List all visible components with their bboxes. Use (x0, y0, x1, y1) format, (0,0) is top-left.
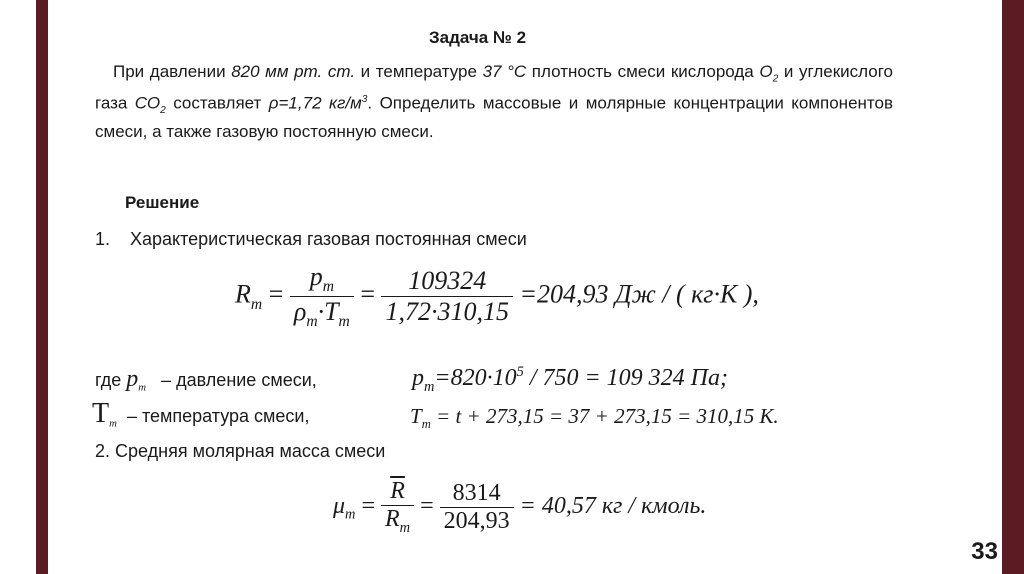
formula-gas-constant: $R_m$ = $\frac{p_m}{\rho_m\cdot T_m}$ = $\frac{109324}{1,72\cdot 310,15}$ =204,93 Дж / ( кг·К ), (235, 262, 759, 331)
formula-temperature: $T_m = t + 273,15 = 37 + 273,15 = 310,15$ К. (410, 404, 779, 432)
left-accent-bar (36, 0, 48, 574)
page-number: 33 (971, 538, 998, 565)
step-2: 2. Средняя молярная масса смеси (95, 441, 386, 461)
formula-molar-mass: $\mu_m$ = $\frac{\overline{R}}{R_m}$ = $\frac{8314}{204,93}$ = 40,57 кг / кмоль. (333, 478, 707, 536)
formula-pressure: $p_m=820\cdot 10^5 / 750 = 109$ 324 Па; (412, 364, 728, 395)
problem-statement: При давлении 820 мм рт. ст. и температуре 37 °С плотность смеси кислорода $О_2$ и углекислого газа $СО_2$ составляет ρ=1,72 $кг/м^3$. Определить массовые и молярные концентрации компонентов смеси, а также газовую постоянную смеси. (95, 62, 893, 142)
solution-heading: Решение (125, 193, 200, 212)
problem-title: Задача № 2 (429, 28, 527, 47)
where-temperature: $T_m$ – температура смеси, (92, 398, 310, 430)
where-pressure: где $p_m$ – давление смеси, (95, 366, 317, 394)
step-1: 1. Характеристическая газовая постоянная смеси (95, 229, 527, 249)
right-accent-bar (1002, 0, 1024, 574)
